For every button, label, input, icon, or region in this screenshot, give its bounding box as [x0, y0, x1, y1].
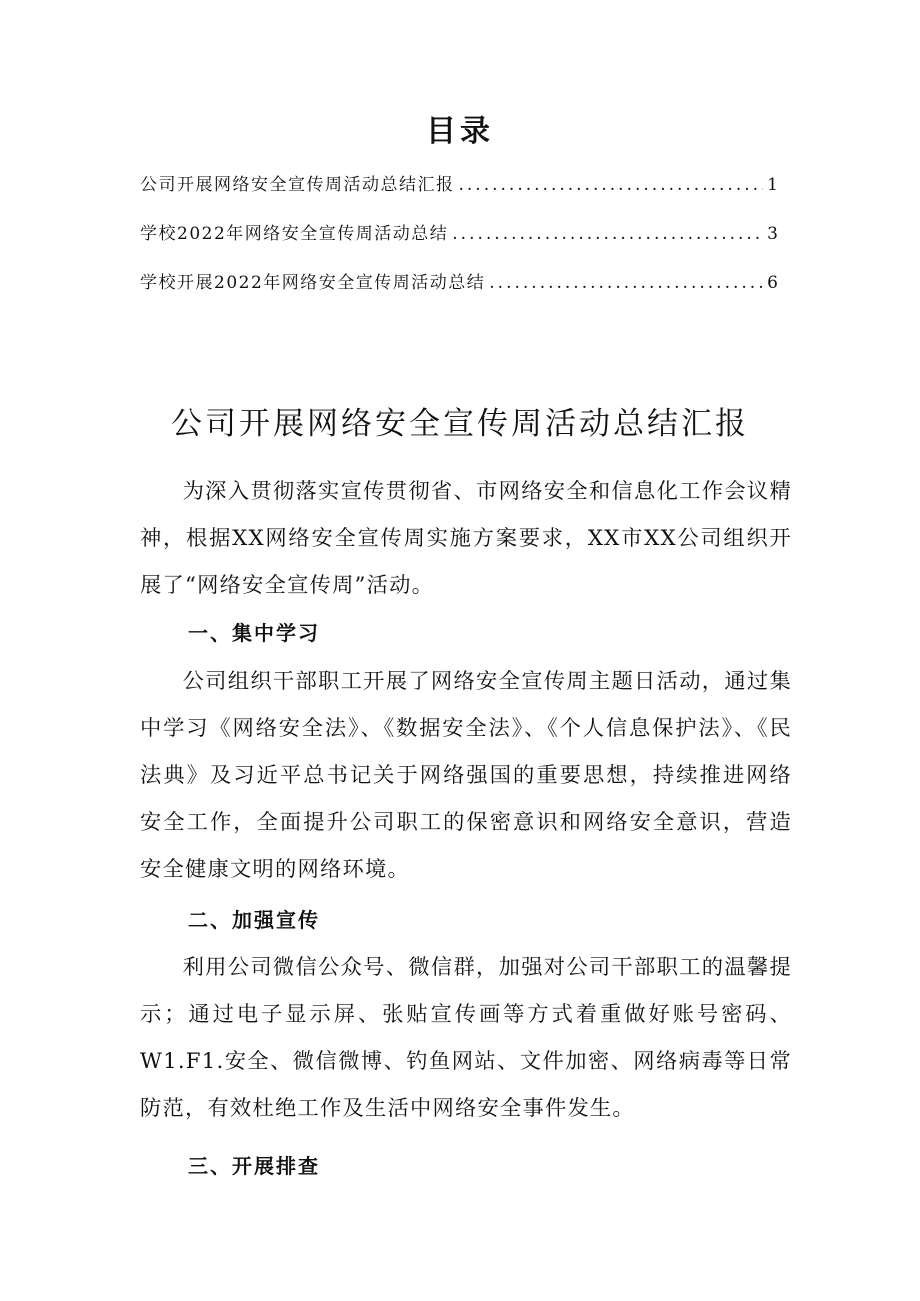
article-title: 公司开展网络安全宣传周活动总结汇报 — [171, 406, 749, 442]
toc-leader-dots — [452, 222, 763, 246]
toc-entry[interactable] — [140, 171, 778, 197]
toc-entry-text: 学校开展2022年网络安全宣传周活动总结 — [140, 273, 486, 293]
toc-entry-page: 6 — [767, 273, 778, 293]
section-heading: 三、开展排查 — [188, 1154, 320, 1178]
toc-entry[interactable] — [140, 269, 778, 295]
toc-entry-page: 3 — [767, 224, 778, 244]
toc-entry-text: 学校2022年网络安全宣传周活动总结 — [140, 224, 449, 244]
toc-entry-page: 1 — [767, 175, 778, 195]
toc-leader-dots — [459, 173, 764, 197]
toc-entry[interactable] — [140, 220, 778, 246]
toc-entry-text: 公司开展网络安全宣传周活动总结汇报 — [140, 175, 455, 195]
section-body: 公司组织干部职工开展了网络安全宣传周主题日活动，通过集中学习《网络安全法》、《数据安全法》、《个人信息保护法》、《民法典》及习近平总书记关于网络强国的重要思想，持续推进网络安全工作，全面提升公司职工的保密意识和网络安全意识，营造安全健康文明的网络环境。 — [140, 669, 792, 882]
toc-title: 目录 — [426, 114, 494, 149]
intro-paragraph: 为深入贯彻落实宣传贯彻省、市网络安全和信息化工作会议精神，根据XX网络安全宣传周实施方案要求，XX市XX公司组织开展了“网络安全宣传周”活动。 — [140, 479, 792, 598]
section-body: 利用公司微信公众号、微信群，加强对公司干部职工的温馨提示；通过电子显示屏、张贴宣传画等方式着重做好账号密码、W1.F1.安全、微信微博、钓鱼网站、文件加密、网络病毒等日常防范，有效杜绝工作及生活中网络安全事件发生。 — [140, 955, 792, 1121]
toc-leader-dots — [489, 271, 763, 295]
section-heading: 二、加强宣传 — [188, 908, 320, 932]
section-heading: 一、集中学习 — [188, 621, 320, 645]
